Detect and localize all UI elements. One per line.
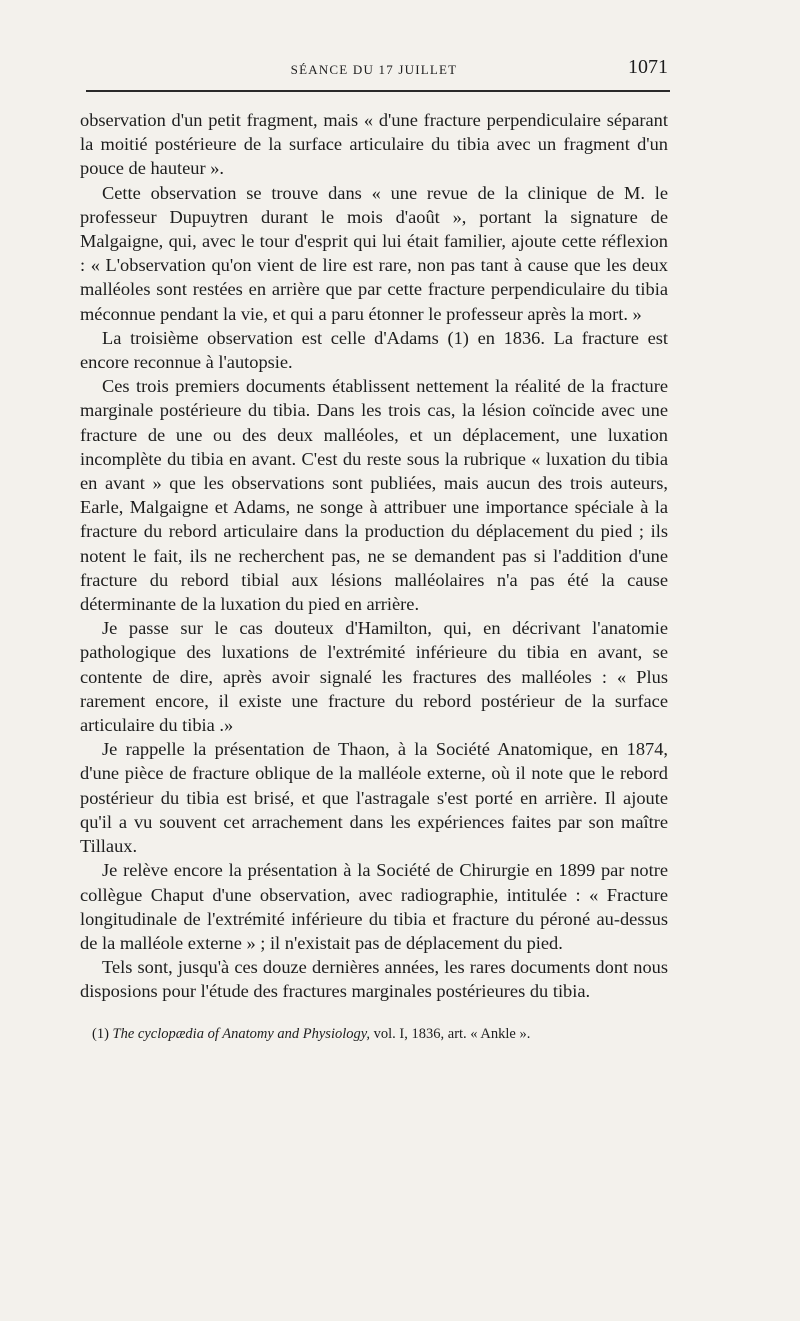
- paragraph: Je relève encore la présentation à la Société de Chirurgie en 1899 par notre collègue Chaput d'une observation, avec radiographie, intitulée : « Fracture longitudinale de l'extrémité inférieure du tibia et fracture du péroné au-dessus de la malléole externe » ; il n'existait pas de déplacement du pied.: [80, 860, 668, 953]
- paragraph: Ces trois premiers documents établissent nettement la réalité de la fracture marginale postérieure du tibia. Dans les trois cas, la lésion coïncide avec une fracture de une ou des deux malléoles, et un déplacement, une luxation incomplète du tibia en avant. C'est du reste sous la rubrique « luxation du tibia en avant » que les observations sont publiées, mais aucun des trois auteurs, Earle, Malgaigne et Adams, ne songe à attribuer une importance spéciale à la fracture du rebord articulaire dans la production du déplacement du pied ; ils notent le fait, ils ne recherchent pas, ne se demandent pas si l'addition d'une fracture du rebord tibial aux lésions malléolaires n'a pas été la cause déterminante de la luxation du pied en arrière.: [80, 376, 668, 615]
- footnote-title: The cyclopædia of Anatomy and Physiology,: [112, 1025, 371, 1042]
- paragraph: La troisième observation est celle d'Adams (1) en 1836. La fracture est encore reconnue à l'autopsie.: [80, 327, 668, 373]
- paragraph: Cette observation se trouve dans « une revue de la clinique de M. le professeur Dupuytren durant le mois d'août », portant la signature de Malgaigne, qui, avec le tour d'esprit qui lui était familier, ajoute cette réflexion : « L'observation qu'on vient de lire est rare, non pas tant à cause que les deux malléoles sont restées en arrière que par cette fracture perpendiculaire du tibia méconnue pendant la vie, et qui a paru étonner le professeur après la mort. »: [80, 182, 668, 324]
- footnote-marker: (1): [92, 1025, 109, 1042]
- footnote-details: vol. I, 1836, art. « Ankle ».: [373, 1025, 531, 1042]
- header-rule: [86, 90, 670, 92]
- footnote: [80, 1024, 668, 1044]
- paragraph: Tels sont, jusqu'à ces douze dernières années, les rares documents dont nous disposions pour l'étude des fractures marginales postérieures du tibia.: [80, 957, 668, 1002]
- running-head: [80, 56, 668, 84]
- book-page: [80, 56, 668, 1044]
- body-text: [80, 108, 668, 1004]
- paragraph: Je rappelle la présentation de Thaon, à la Société Anatomique, en 1874, d'une pièce de fracture oblique de la malléole externe, où il note que le rebord postérieur du tibia est brisé, et que l'astragale s'est porté en arrière. Il ajoute qu'il a vu souvent cet arrachement dans les expériences faites par son maître Tillaux.: [80, 739, 668, 857]
- running-title: SÉANCE DU 17 JUILLET: [290, 62, 458, 77]
- paragraph: observation d'un petit fragment, mais « d'une fracture perpendiculaire séparant la moitié postérieure de la surface articulaire du tibia avec un fragment d'un pouce de hauteur ».: [80, 110, 668, 179]
- page-number: 1071: [628, 56, 668, 78]
- paragraph: Je passe sur le cas douteux d'Hamilton, qui, en décrivant l'anatomie pathologique des luxations de l'extrémité inférieure du tibia en avant, se contente de dire, après avoir signalé les fractures des malléoles : « Plus rarement encore, il existe une fracture du rebord postérieur de la surface articulaire du tibia .»: [80, 618, 668, 736]
